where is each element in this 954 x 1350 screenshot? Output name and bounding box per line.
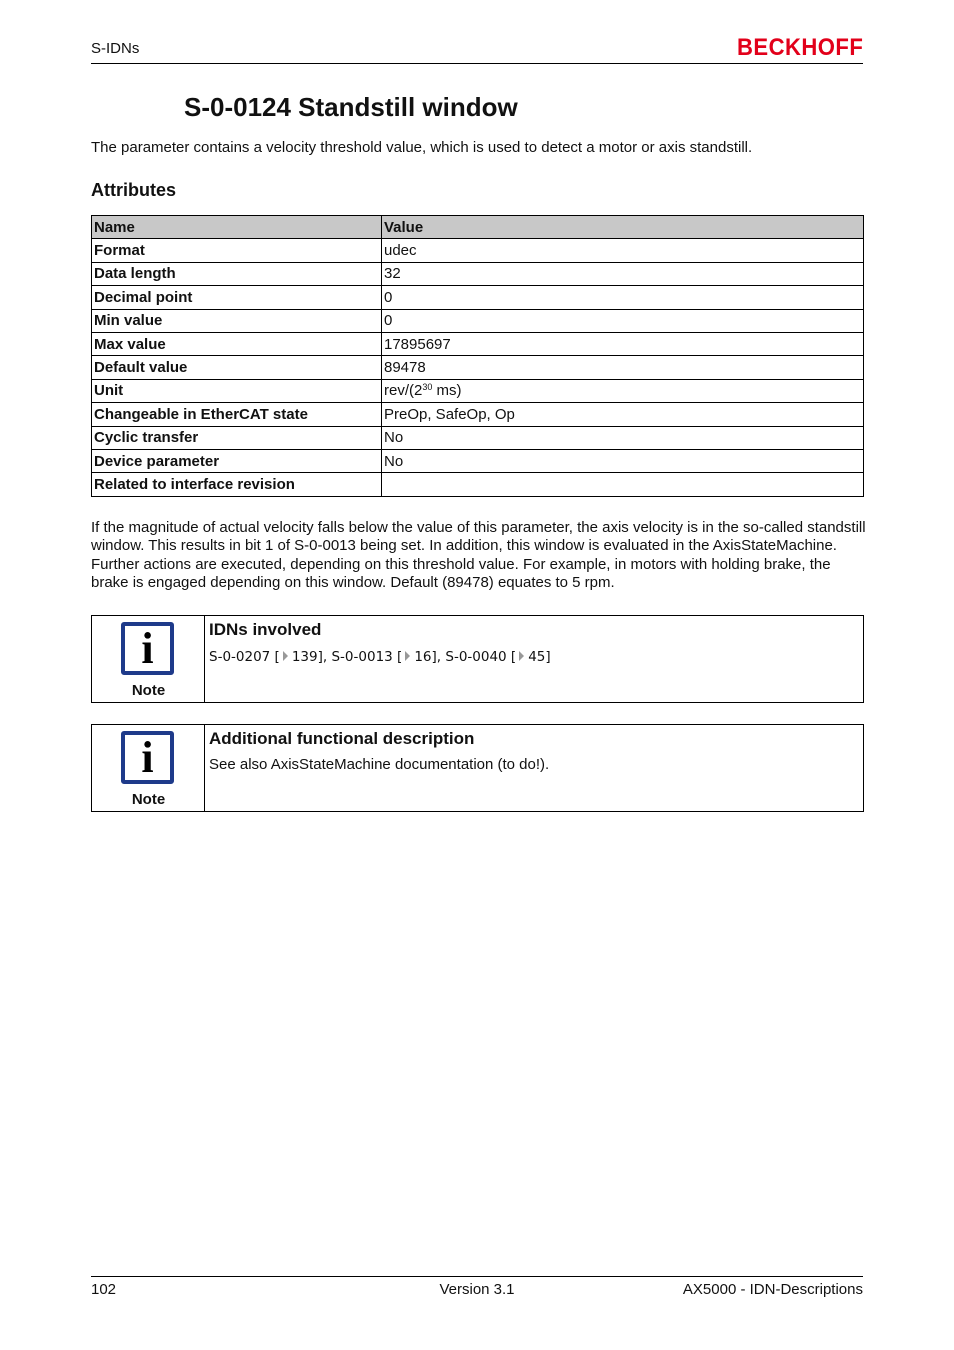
note-icon-panel xyxy=(92,616,205,702)
attributes-heading: Attributes xyxy=(91,180,176,200)
attribute-value: No xyxy=(382,449,864,472)
attribute-name: Format xyxy=(92,239,382,262)
note-content xyxy=(205,616,863,702)
attribute-name: Unit xyxy=(92,379,382,402)
idn-reference-page: 16 xyxy=(414,649,432,665)
attribute-name: Max value xyxy=(92,332,382,355)
attribute-name: Data length xyxy=(92,262,382,285)
note-content xyxy=(205,725,863,811)
note-title: IDNs involved xyxy=(209,620,322,639)
table-row xyxy=(92,332,864,355)
table-row xyxy=(92,449,864,472)
attribute-value-unit xyxy=(382,379,864,402)
idn-reference-page: 139 xyxy=(291,649,318,665)
idn-reference-link[interactable]: S-0-0013 [ 16] xyxy=(331,649,437,665)
attribute-value: udec xyxy=(382,239,864,262)
idn-reference-link[interactable]: S-0-0207 [ 139] xyxy=(209,649,323,665)
attribute-name: Min value xyxy=(92,309,382,332)
table-row xyxy=(92,356,864,379)
attributes-table xyxy=(91,215,864,497)
table-row xyxy=(92,309,864,332)
beckhoff-logo: BECKHOFF xyxy=(736,34,863,61)
note-reference-list: S-0-0207 [ 139], S-0-0013 [ 16], S-0-0040 [ 45] xyxy=(209,649,551,665)
note-text: See also AxisStateMachine documentation (to do!). xyxy=(209,756,550,773)
document-title: AX5000 - IDN-Descriptions xyxy=(682,1281,863,1298)
unit-suffix: ms) xyxy=(432,382,462,400)
header-divider xyxy=(91,63,863,64)
attribute-name: Default value xyxy=(92,356,382,379)
page-arrow-icon xyxy=(405,651,410,661)
idn-reference-id: S-0-0040 xyxy=(445,649,507,665)
attribute-value: No xyxy=(382,426,864,449)
note-title: Additional functional description xyxy=(209,729,475,748)
info-icon: i xyxy=(121,622,174,675)
attribute-name: Device parameter xyxy=(92,449,382,472)
table-row xyxy=(92,379,864,402)
table-row xyxy=(92,286,864,309)
info-icon: i xyxy=(121,731,174,784)
attribute-value xyxy=(382,473,864,496)
attribute-value: 32 xyxy=(382,262,864,285)
idn-reference-id: S-0-0013 xyxy=(331,649,393,665)
attribute-name: Decimal point xyxy=(92,286,382,309)
table-row xyxy=(92,403,864,426)
attribute-value: PreOp, SafeOp, Op xyxy=(382,403,864,426)
footer-divider xyxy=(91,1276,863,1277)
attribute-value: 0 xyxy=(382,286,864,309)
table-row xyxy=(92,473,864,496)
column-header-value: Value xyxy=(382,216,864,239)
idn-reference-id: S-0-0207 xyxy=(209,649,271,665)
note-icon-panel xyxy=(92,725,205,811)
intro-paragraph: The parameter contains a velocity threshold value, which is used to detect a motor or axis standstill. xyxy=(91,139,753,156)
table-row xyxy=(92,426,864,449)
note-label: Note xyxy=(131,791,166,808)
header-section-label: S-IDNs xyxy=(91,40,140,57)
note-box-idns-involved xyxy=(91,615,864,703)
page-arrow-icon xyxy=(519,651,524,661)
document-version: Version 3.1 xyxy=(439,1281,515,1298)
attribute-value: 0 xyxy=(382,309,864,332)
attribute-name: Related to interface revision xyxy=(92,473,382,496)
unit-exponent: 30 xyxy=(422,382,433,393)
note-label: Note xyxy=(131,682,166,699)
attribute-value: 89478 xyxy=(382,356,864,379)
page-number: 102 xyxy=(91,1281,117,1298)
description-paragraph: If the magnitude of actual velocity falls below the value of this parameter, the axis velocity is in the so-called standstill window. This results in bit 1 of S-0-0013 being set. In addition, this window is evaluated in the AxisStateMachine. Further actions are executed, depending on this threshold value. For example, in motors with holding brake, the brake is engaged depending on this window. Default (89478) equates to 5 rpm. xyxy=(91,519,866,591)
column-header-name: Name xyxy=(92,216,382,239)
table-row xyxy=(92,262,864,285)
idn-reference-page: 45 xyxy=(528,649,546,665)
note-box-additional-description xyxy=(91,724,864,812)
page-arrow-icon xyxy=(283,651,288,661)
attribute-name: Cyclic transfer xyxy=(92,426,382,449)
page-title: S-0-0124 Standstill window xyxy=(184,92,518,122)
attribute-value: 17895697 xyxy=(382,332,864,355)
attribute-name: Changeable in EtherCAT state xyxy=(92,403,382,426)
idn-reference-link[interactable]: S-0-0040 [ 45] xyxy=(445,649,551,665)
unit-prefix: rev/(2 xyxy=(384,382,423,400)
table-header-row xyxy=(92,216,864,239)
table-row xyxy=(92,239,864,262)
